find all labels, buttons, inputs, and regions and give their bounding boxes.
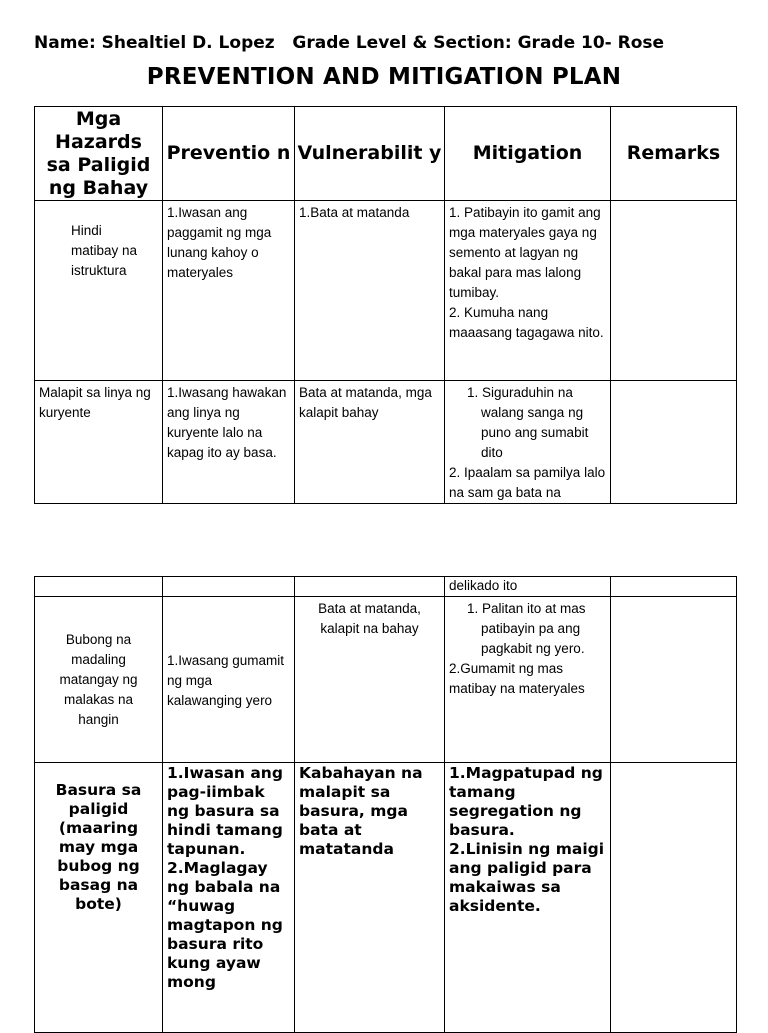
empty-cell xyxy=(163,577,295,597)
header-remarks: Remarks xyxy=(611,107,737,201)
empty-cell xyxy=(611,577,737,597)
empty-cell xyxy=(295,577,445,597)
prevention-cell: 1.Iwasang gumamit ng mga kalawanging yero xyxy=(163,597,295,763)
table-row xyxy=(35,763,737,1033)
hazard-cell: Basura sa paligid (maaring may mga bubog ng basag na bote) xyxy=(35,763,163,1033)
vulnerability-cell: Bata at matanda, kalapit na bahay xyxy=(295,597,445,763)
plan-table-page-2 xyxy=(34,576,737,1033)
plan-table-page-1 xyxy=(34,106,737,504)
vulnerability-cell: Kabahayan na malapit sa basura, mga bata at matatanda xyxy=(295,763,445,1033)
table-row xyxy=(35,597,737,763)
prevention-cell: 1.Iwasan ang paggamit ng mga lunang kahoy o materyales xyxy=(163,201,295,381)
hazard-cell: Malapit sa linya ng kuryente xyxy=(35,381,163,504)
remarks-cell xyxy=(611,201,737,381)
header-prevention: Preventio n xyxy=(163,107,295,201)
table-row xyxy=(35,381,737,504)
vulnerability-cell: 1.Bata at matanda xyxy=(295,201,445,381)
mitigation-continuation-cell: delikado ito xyxy=(445,577,611,597)
mitigation-cell: 1. Siguraduhin na walang sanga ng puno ang sumabit dito 2. Ipaalam sa pamilya lalo na sam ga bata na xyxy=(445,381,611,504)
mitigation-cell: 1. Palitan ito at mas patibayin pa ang pagkabit ng yero. 2.Gumamit ng mas matibay na materyales xyxy=(445,597,611,763)
mitigation-cell: 1. Patibayin ito gamit ang mga materyales gaya ng semento at lagyan ng bakal para mas lalong tumibay. 2. Kumuha nang maaasang tagagawa nito. xyxy=(445,201,611,381)
table-header-row xyxy=(35,107,737,201)
header-mitigation: Mitigation xyxy=(445,107,611,201)
hazard-cell: Bubong na madaling matangay ng malakas na hangin xyxy=(35,597,163,763)
remarks-cell xyxy=(611,763,737,1033)
header-vulnerability: Vulnerabilit y xyxy=(295,107,445,201)
student-info-line: Name: Shealtiel D. Lopez Grade Level & Section: Grade 10- Rose xyxy=(34,33,665,53)
remarks-cell xyxy=(611,597,737,763)
vulnerability-cell: Bata at matanda, mga kalapit bahay xyxy=(295,381,445,504)
prevention-cell: 1.Iwasang hawakan ang linya ng kuryente lalo na kapag ito ay basa. xyxy=(163,381,295,504)
document-title: PREVENTION AND MITIGATION PLAN xyxy=(146,64,622,90)
table-row xyxy=(35,201,737,381)
remarks-cell xyxy=(611,381,737,504)
continuation-row xyxy=(35,577,737,597)
mitigation-cell: 1.Magpatupad ng tamang segregation ng basura. 2.Linisin ng maigi ang paligid para makaiwas sa aksidente. xyxy=(445,763,611,1033)
empty-cell xyxy=(35,577,163,597)
prevention-cell: 1.Iwasan ang pag-iimbak ng basura sa hindi tamang tapunan. 2.Maglagay ng babala na “huwag magtapon ng basura rito kung ayaw mong xyxy=(163,763,295,1033)
hazard-cell: Hindi matibay na istruktura xyxy=(35,201,163,381)
header-hazards: Mga Hazards sa Paligid ng Bahay xyxy=(35,107,163,201)
